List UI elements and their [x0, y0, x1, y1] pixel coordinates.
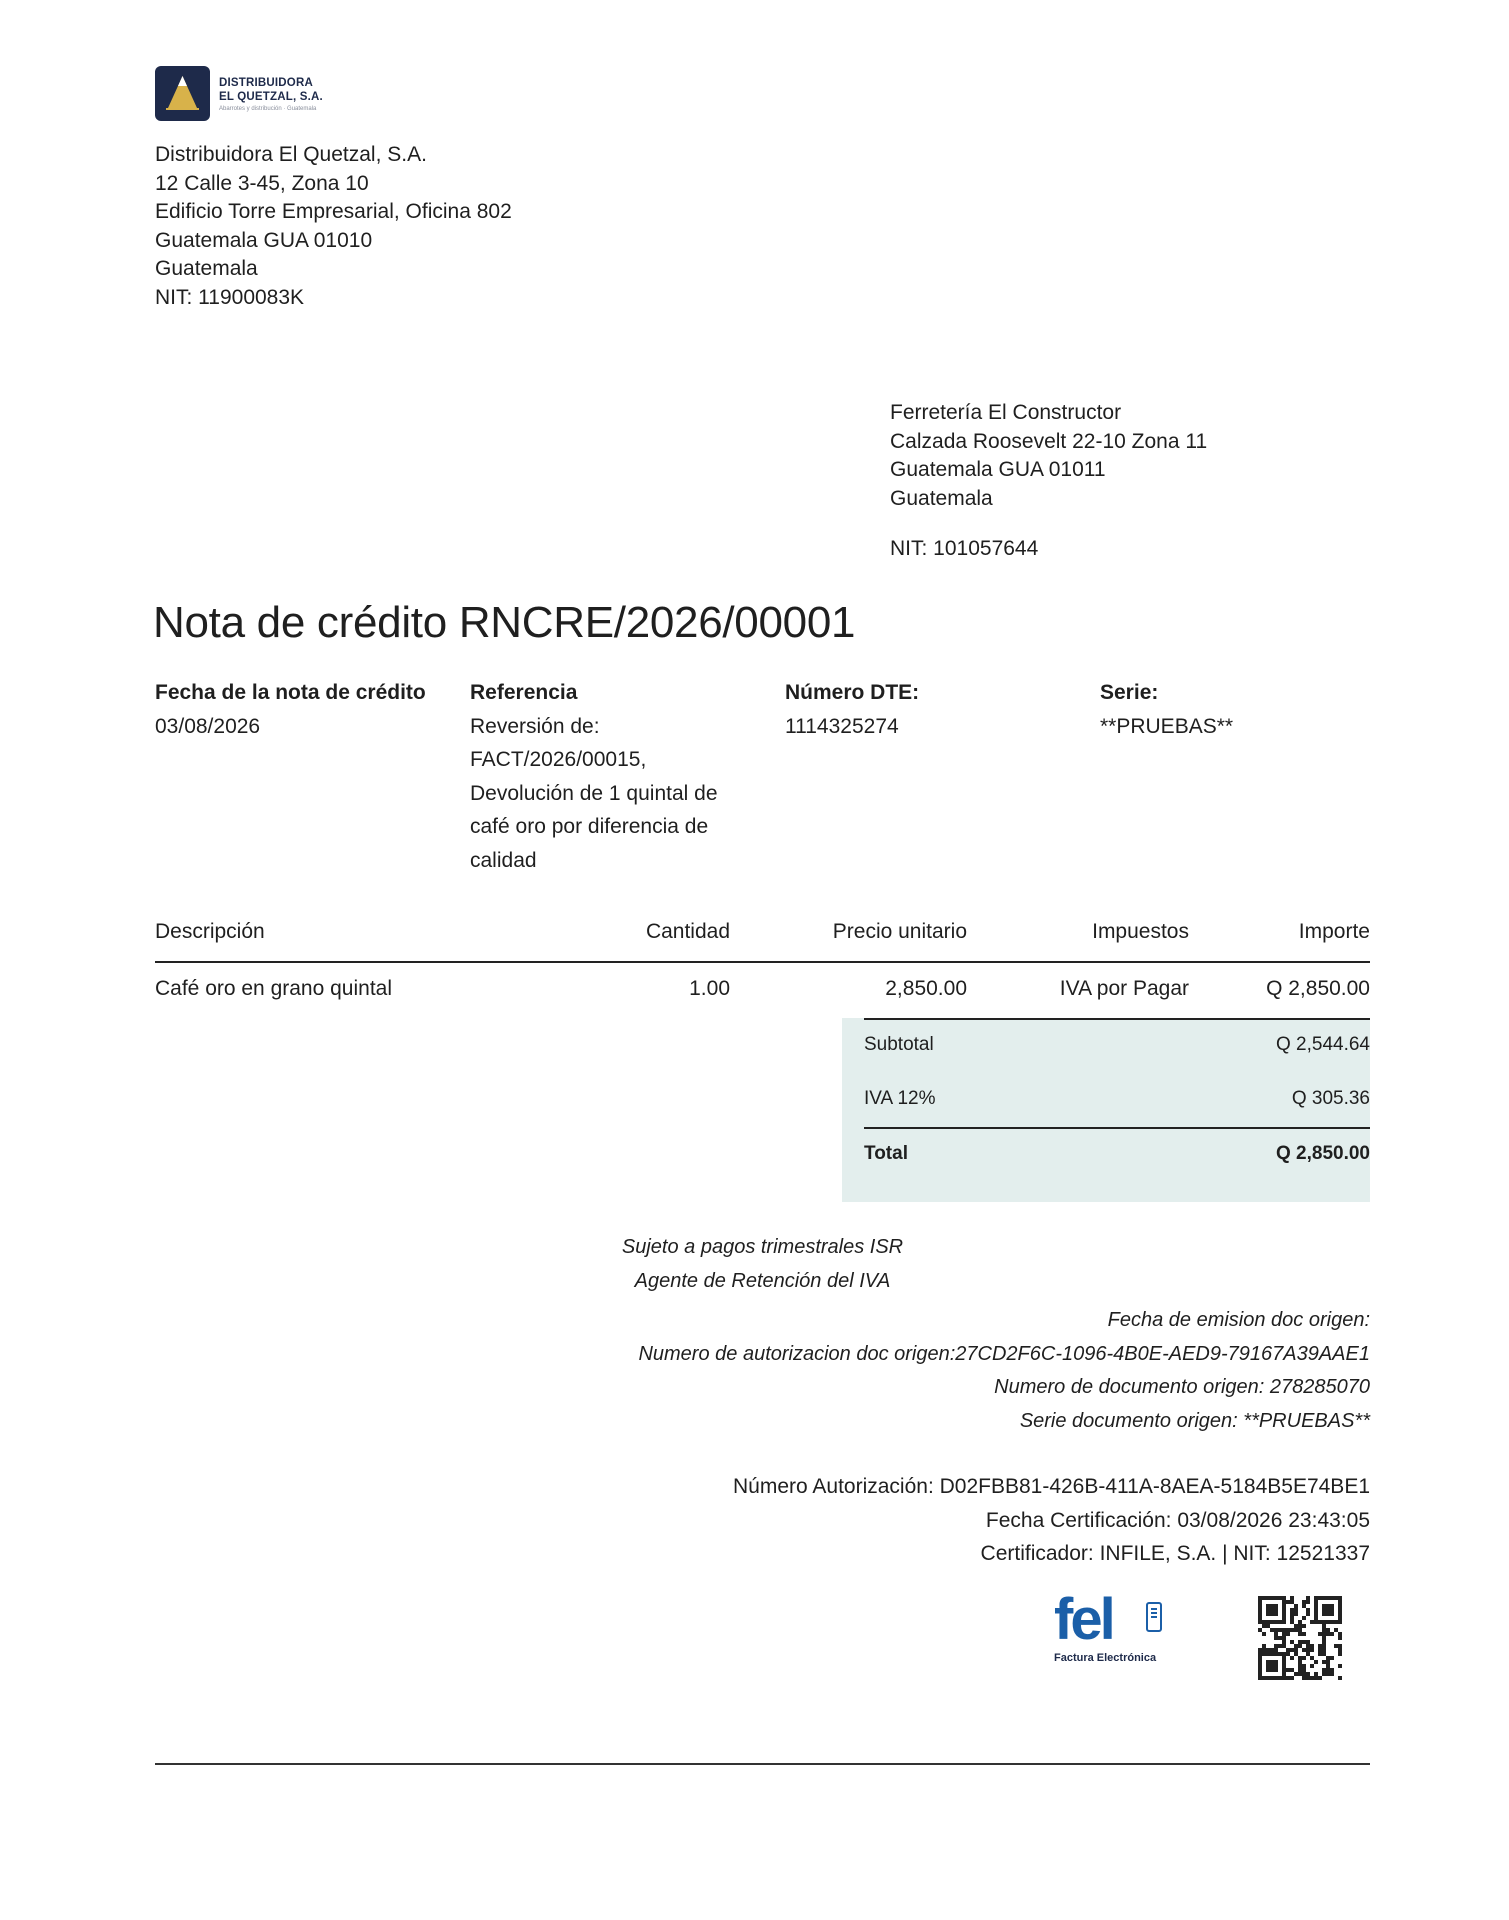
- company-name: Distribuidora El Quetzal, S.A.: [155, 143, 427, 166]
- customer-name: Ferretería El Constructor: [890, 401, 1122, 424]
- qr-code-icon: [1258, 1596, 1342, 1680]
- totals-divider: [864, 1127, 1370, 1129]
- customer-street: Calzada Roosevelt 22-10 Zona 11: [890, 429, 1208, 453]
- info-date: [155, 676, 426, 743]
- info-series-label: Serie:: [1100, 681, 1159, 704]
- info-series-value: **PRUEBAS**: [1100, 714, 1234, 738]
- company-street: 12 Calle 3-45, Zona 10: [155, 171, 369, 195]
- line-item-unit-price: 2,850.00: [885, 977, 967, 1000]
- fel-logo-text: fel: [1054, 1587, 1113, 1652]
- total-label: Total: [864, 1143, 908, 1164]
- company-logo-mark: [155, 66, 210, 121]
- info-reference-label: Referencia: [470, 681, 578, 704]
- info-series: [1100, 676, 1233, 743]
- origin-document-number: Numero de documento origen: 278285070: [994, 1376, 1370, 1398]
- mobile-phone-icon: [1146, 1602, 1162, 1632]
- subtotal-label: Subtotal: [864, 1034, 934, 1055]
- info-reference: [470, 676, 750, 877]
- company-building: Edificio Torre Empresarial, Oficina 802: [155, 200, 512, 223]
- line-item-description: Café oro en grano quintal: [155, 977, 392, 1000]
- footer-divider: [155, 1763, 1370, 1765]
- customer-country: Guatemala: [890, 486, 993, 510]
- info-date-label: Fecha de la nota de crédito: [155, 681, 426, 704]
- column-header-amount: Importe: [1298, 920, 1370, 943]
- line-item-amount: Q 2,850.00: [1266, 977, 1370, 1000]
- certification-date: Fecha Certificación: 03/08/2026 23:43:05: [985, 1508, 1370, 1532]
- column-header-quantity: Cantidad: [645, 920, 730, 943]
- total-value: Q 2,850.00: [1275, 1143, 1370, 1164]
- fel-logo: [1050, 1587, 1172, 1668]
- certification-info: [733, 1470, 1370, 1571]
- fel-caption: Factura Electrónica: [1054, 1652, 1157, 1664]
- logo-name-line1: DISTRIBUIDORA: [219, 77, 313, 89]
- customer-address: [890, 399, 1207, 513]
- info-dte-label: Número DTE:: [785, 681, 920, 704]
- company-nit: NIT: 11900083K: [155, 285, 305, 309]
- column-header-unit-price: Precio unitario: [832, 920, 967, 943]
- volcano-emblem-icon: [155, 66, 210, 121]
- logo-name-line2: EL QUETZAL, S.A.: [219, 91, 323, 103]
- origin-date: Fecha de emision doc origen:: [1107, 1309, 1370, 1331]
- fiscal-notes: [520, 1231, 1005, 1298]
- column-header-taxes: Impuestos: [1092, 920, 1189, 943]
- company-logo: [155, 66, 415, 122]
- table-header-divider: [155, 961, 1370, 963]
- page-title: Nota de crédito RNCRE/2026/00001: [153, 598, 856, 647]
- info-reference-value: Reversión de: FACT/2026/00015, Devolución de 1 quintal de café oro por diferencia de calidad: [470, 714, 718, 872]
- tax-label: IVA 12%: [864, 1088, 936, 1109]
- origin-authorization: Numero de autorizacion doc origen:27CD2F6C-1096-4B0E-AED9-79167A39AAE1: [638, 1342, 1370, 1365]
- customer-nit: NIT: 101057644: [890, 537, 1039, 560]
- info-dte-value: 1114325274: [785, 714, 899, 738]
- logo-tagline: Abarrotes y distribución · Guatemala: [219, 106, 317, 112]
- customer-city: Guatemala GUA 01011: [890, 458, 1106, 481]
- certifier: Certificador: INFILE, S.A. | NIT: 12521337: [980, 1542, 1370, 1565]
- info-dte: [785, 676, 919, 743]
- totals-top-divider: [864, 1018, 1370, 1020]
- origin-series: Serie documento origen: **PRUEBAS**: [1019, 1409, 1370, 1432]
- company-city: Guatemala GUA 01010: [155, 228, 373, 252]
- tax-value: Q 305.36: [1291, 1088, 1370, 1109]
- fiscal-note-iva: Agente de Retención del IVA: [634, 1269, 891, 1292]
- line-item-quantity: 1.00: [689, 977, 730, 1000]
- authorization-number: Número Autorización: D02FBB81-426B-411A-8AEA-5184B5E74BE1: [733, 1475, 1370, 1498]
- company-address: [155, 141, 512, 312]
- origin-document-notes: [638, 1304, 1370, 1438]
- column-header-description: Descripción: [155, 920, 265, 943]
- fiscal-note-isr: Sujeto a pagos trimestrales ISR: [621, 1236, 904, 1258]
- line-item-taxes: IVA por Pagar: [1059, 977, 1189, 1000]
- subtotal-value: Q 2,544.64: [1275, 1034, 1370, 1055]
- info-date-value: 03/08/2026: [155, 714, 261, 738]
- company-country: Guatemala: [155, 257, 258, 280]
